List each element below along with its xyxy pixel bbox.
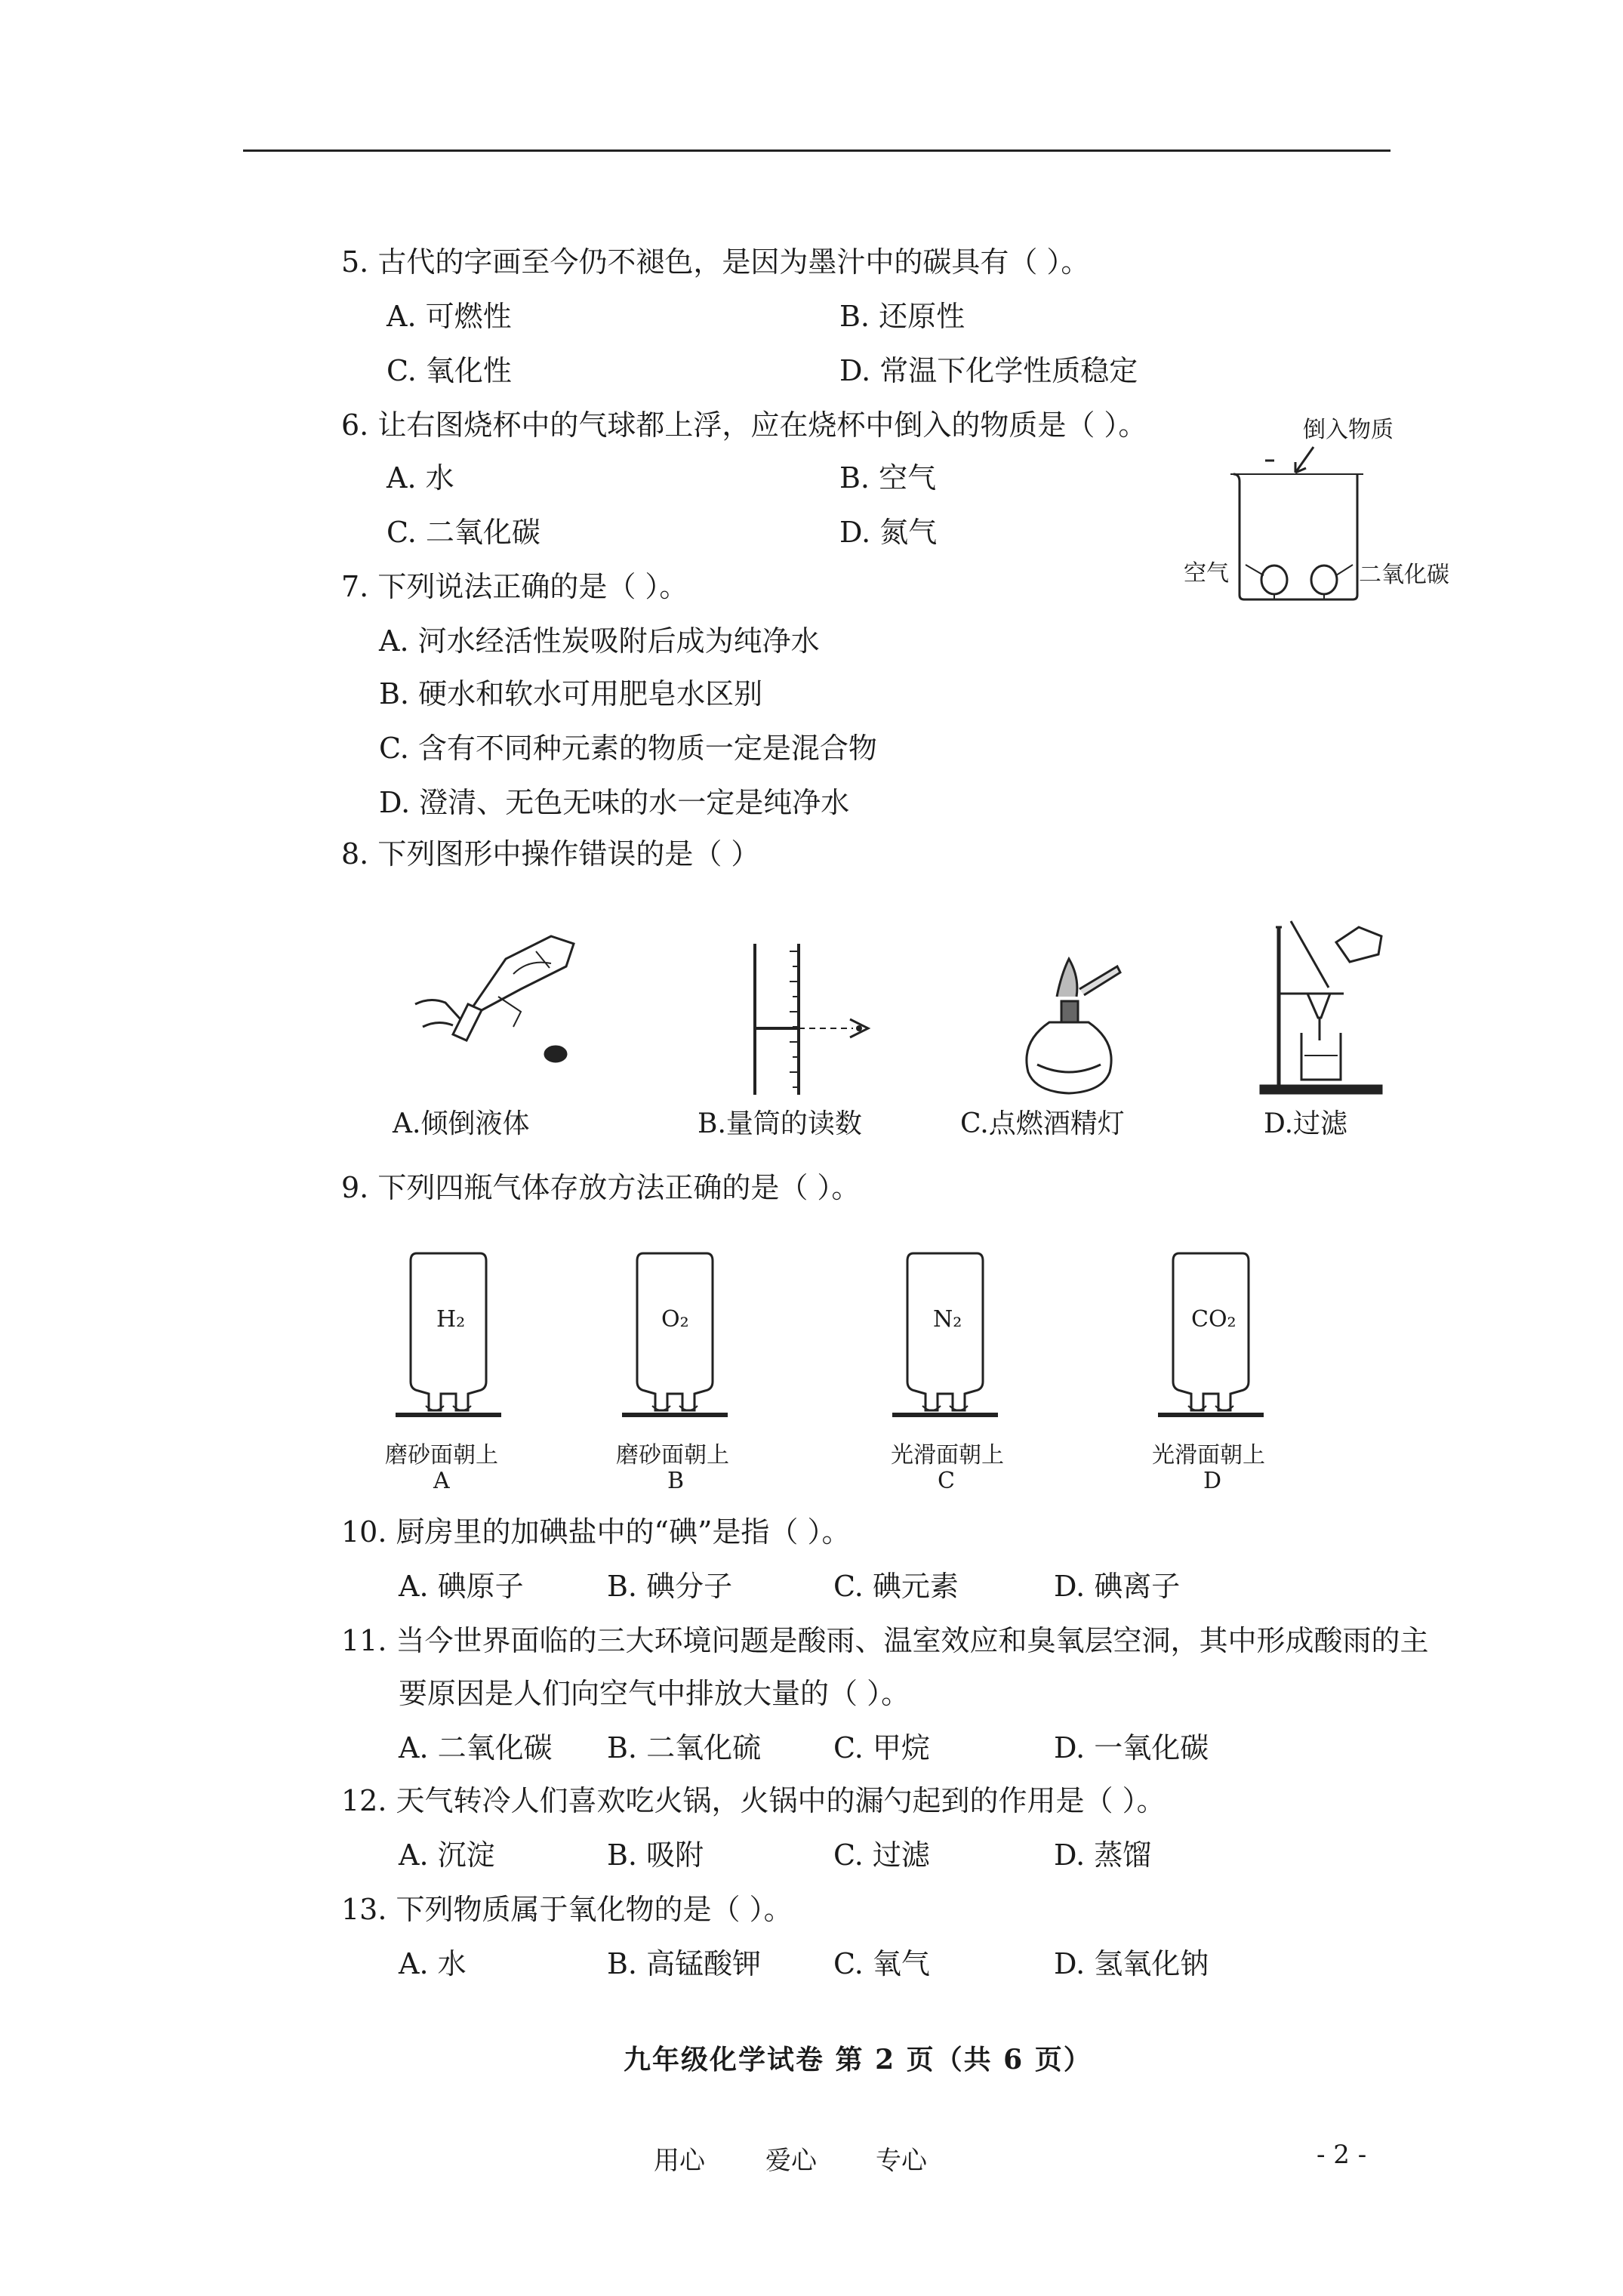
q10-option-d: D. 碘离子 — [1054, 1570, 1181, 1603]
q9-gas-a: H₂ — [436, 1306, 466, 1333]
q9-gas-c: N₂ — [933, 1306, 962, 1333]
q7-option-d: D. 澄清、无色无味的水一定是纯净水 — [379, 786, 850, 819]
q8-caption-a: A.倾倒液体 — [393, 1108, 530, 1139]
q5-option-b: B. 还原性 — [839, 300, 965, 333]
q11-option-c: C. 甲烷 — [833, 1731, 930, 1764]
q9-gas-b: O₂ — [661, 1306, 689, 1333]
motto-2: 爱心 — [765, 2146, 817, 2176]
q6-left-balloon-label: 空气 — [1184, 560, 1229, 587]
q11-stem-line1: 11. 当今世界面临的三大环境问题是酸雨、温室效应和臭氧层空洞，其中形成酸雨的主 — [341, 1624, 1429, 1657]
q12-option-d: D. 蒸馏 — [1054, 1838, 1152, 1872]
q9-placement-d: 光滑面朝上 — [1152, 1442, 1265, 1469]
q9-bottle-b — [622, 1253, 728, 1435]
q9-letter-d: D — [1203, 1468, 1222, 1494]
q6-beaker-figure — [1223, 438, 1374, 612]
q11-option-b: B. 二氧化硫 — [607, 1731, 762, 1764]
q7-option-a: A. 河水经活性炭吸附后成为纯净水 — [379, 624, 820, 658]
q13-option-a: A. 水 — [399, 1947, 467, 1980]
q5-option-c: C. 氧化性 — [387, 354, 512, 387]
page-number: - 2 - — [1317, 2140, 1367, 2170]
q13-option-c: C. 氧气 — [833, 1947, 930, 1980]
q13-stem: 13. 下列物质属于氧化物的是（ ）。 — [341, 1893, 793, 1926]
q9-placement-b: 磨砂面朝上 — [616, 1442, 729, 1469]
q10-option-c: C. 碘元素 — [833, 1570, 959, 1603]
q12-option-a: A. 沉淀 — [399, 1838, 495, 1872]
q10-option-b: B. 碘分子 — [607, 1570, 733, 1603]
q6-option-a: A. 水 — [387, 461, 454, 495]
q12-stem: 12. 天气转冷人们喜欢吃火锅，火锅中的漏勺起到的作用是（ ）。 — [341, 1784, 1166, 1817]
q9-letter-a: A — [433, 1468, 450, 1494]
q11-option-d: D. 一氧化碳 — [1054, 1731, 1209, 1764]
q5-option-d: D. 常温下化学性质稳定 — [839, 354, 1138, 387]
q12-option-b: B. 吸附 — [607, 1838, 704, 1872]
q6-option-d: D. 氮气 — [839, 516, 938, 549]
q8-caption-b: B.量筒的读数 — [698, 1108, 862, 1139]
q8-alcohol-lamp-figure — [1004, 959, 1155, 1102]
q9-placement-a: 磨砂面朝上 — [385, 1442, 498, 1469]
q8-stem: 8. 下列图形中操作错误的是（ ） — [341, 837, 760, 871]
q6-pour-label: 倒入物质 — [1303, 417, 1394, 443]
q9-bottle-a — [396, 1253, 501, 1435]
q13-option-d: D. 氢氧化钠 — [1054, 1947, 1209, 1980]
q9-letter-c: C — [938, 1468, 955, 1494]
q5-stem: 5. 古代的字画至今仍不褪色，是因为墨汁中的碳具有（ ）。 — [341, 245, 1090, 279]
q6-option-b: B. 空气 — [839, 461, 937, 495]
q11-stem-line2: 要原因是人们向空气中排放大量的（ ）。 — [399, 1677, 910, 1710]
q9-bottle-d — [1158, 1253, 1264, 1435]
q12-option-c: C. 过滤 — [833, 1838, 930, 1872]
q9-letter-b: B — [667, 1468, 685, 1494]
q6-stem: 6. 让右图烧杯中的气球都上浮，应在烧杯中倒入的物质是（ ）。 — [341, 408, 1147, 442]
header-rule — [243, 149, 1390, 152]
q8-caption-c: C.点燃酒精灯 — [960, 1108, 1125, 1139]
q7-option-b: B. 硬水和软水可用肥皂水区别 — [379, 677, 763, 710]
q6-right-balloon-label: 二氧化碳 — [1359, 562, 1449, 588]
q6-option-c: C. 二氧化碳 — [387, 516, 540, 549]
q10-stem: 10. 厨房里的加碘盐中的“碘”是指（ ）。 — [341, 1515, 851, 1549]
q7-stem: 7. 下列说法正确的是（ ）。 — [341, 570, 688, 603]
page-footer: 九年级化学试卷 第 2 页（共 6 页） — [624, 2044, 1092, 2076]
q11-option-a: A. 二氧化碳 — [399, 1731, 553, 1764]
q8-caption-d: D.过滤 — [1264, 1108, 1348, 1139]
q7-option-c: C. 含有不同种元素的物质一定是混合物 — [379, 732, 877, 765]
q9-stem: 9. 下列四瓶气体存放方法正确的是（ ）。 — [341, 1171, 861, 1204]
motto-1: 用心 — [654, 2146, 705, 2176]
q10-option-a: A. 碘原子 — [399, 1570, 524, 1603]
q9-placement-c: 光滑面朝上 — [891, 1442, 1004, 1469]
q9-gas-d: CO₂ — [1191, 1306, 1236, 1333]
q8-cylinder-reading-figure — [740, 944, 891, 1095]
q13-option-b: B. 高锰酸钾 — [607, 1947, 762, 1980]
q8-pour-liquid-figure — [400, 914, 589, 1072]
q8-filtration-figure — [1246, 912, 1397, 1101]
q5-option-a: A. 可燃性 — [387, 300, 512, 333]
motto-3: 专心 — [876, 2146, 927, 2176]
q9-bottle-c — [892, 1253, 998, 1435]
